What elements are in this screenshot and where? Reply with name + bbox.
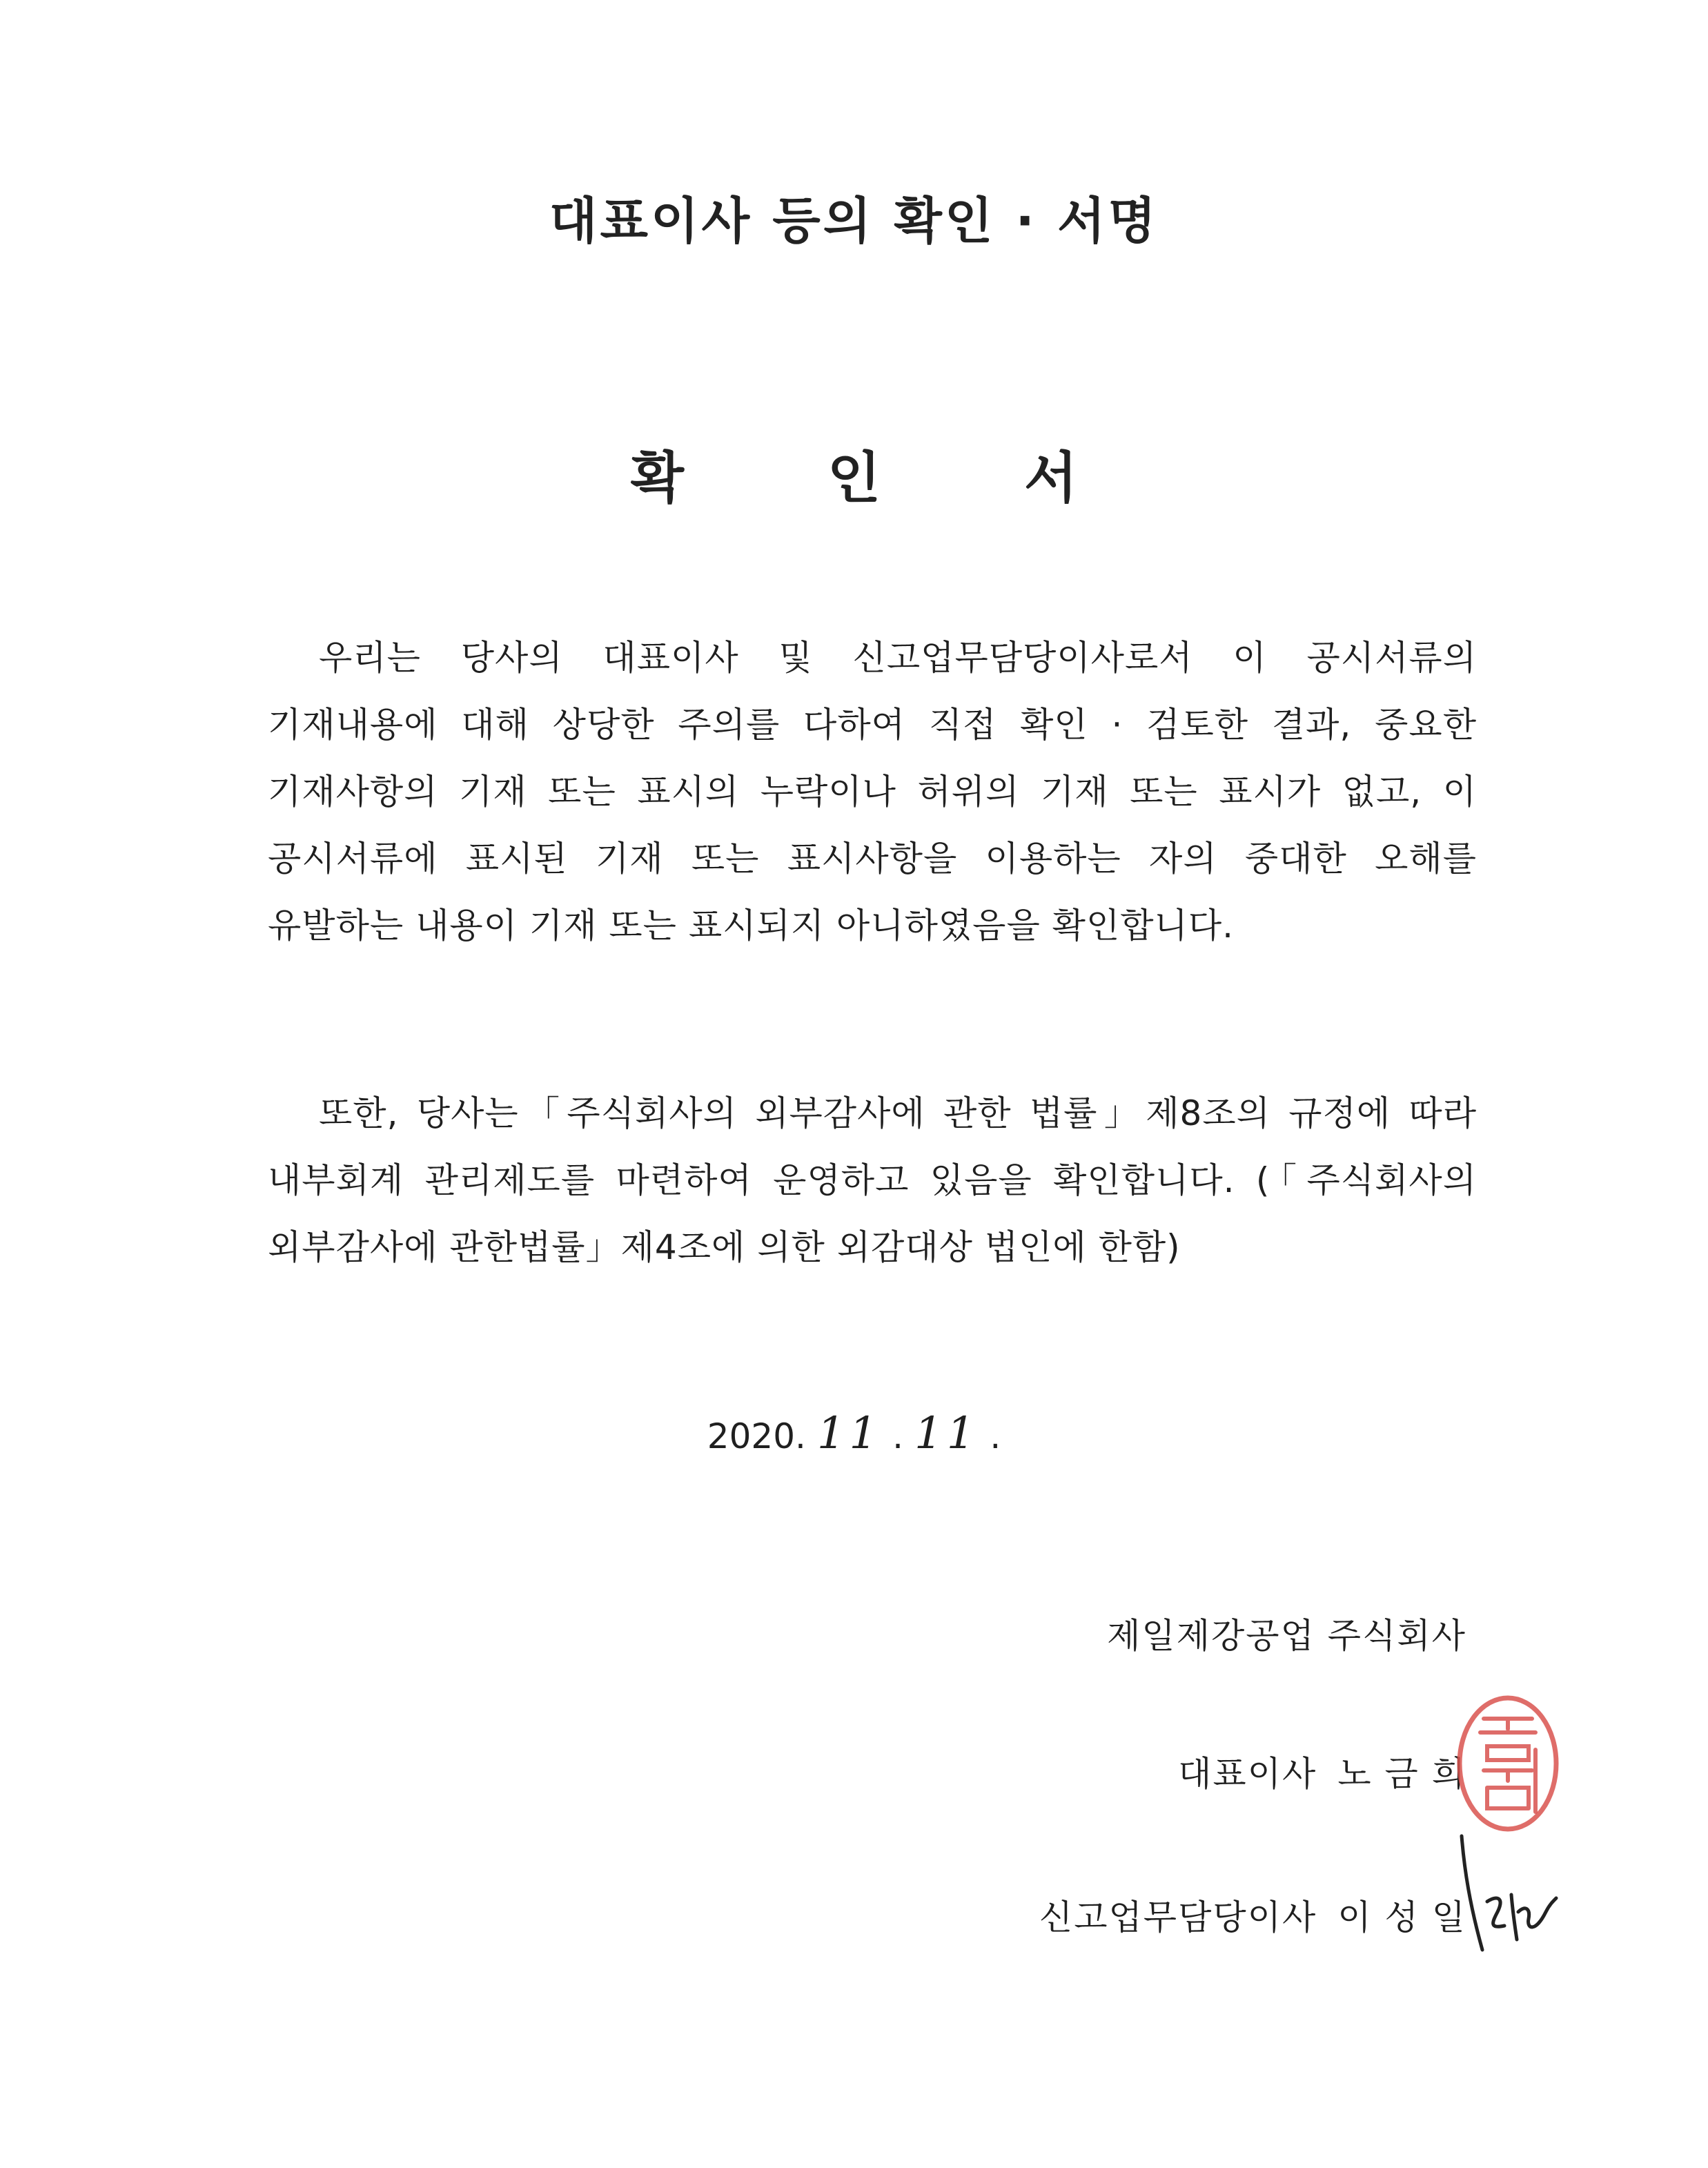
ceo-seal-stamp: [1449, 1688, 1567, 1839]
date-day-handwritten: 11: [914, 1408, 979, 1459]
internal-control-paragraph: 또한, 당사는「주식회사의 외부감사에 관한 법률」제8조의 규정에 따라 내부회계 관리제도를 마련하여 운영하고 있음을 확인합니다. (「주식회사의 외부감사에 관한법률」제4조에 의한 외감대상 법인에 한함): [268, 1093, 1477, 1267]
document-subtitle: 확 인 서: [630, 446, 1140, 510]
date-year: 2020.: [707, 1416, 806, 1456]
company-name: 제일제강공업 주식회사: [1107, 1616, 1466, 1656]
ceo-signature-line: [1178, 1746, 1466, 1796]
cfo-title: 신고업무담당이사: [1039, 1897, 1317, 1937]
date-separator: .: [990, 1416, 1001, 1456]
cfo-handwritten-signature: [1449, 1829, 1567, 1960]
document-date: [0, 1408, 1708, 1459]
document-heading: 대표이사 등의 확인 · 서명: [549, 192, 1159, 250]
date-month-handwritten: 11: [816, 1408, 882, 1459]
ceo-name: 노 금 희: [1337, 1754, 1466, 1794]
cfo-name: 이 성 일: [1337, 1897, 1466, 1937]
ceo-title: 대표이사: [1178, 1754, 1317, 1794]
date-separator: .: [892, 1416, 904, 1456]
cfo-signature-line: [1039, 1890, 1466, 1940]
confirmation-paragraph: 우리는 당사의 대표이사 및 신고업무담당이사로서 이 공시서류의 기재내용에 대해 상당한 주의를 다하여 직접 확인 · 검토한 결과, 중요한 기재사항의 기재 또는 표시의 누락이나 허위의 기재 또는 표시가 없고, 이 공시서류에 표시된 기재 또는 표시사항을 이용하는 자의 중대한 오해를 유발하는 내용이 기재 또는 표시되지 아니하였음을 확인합니다.: [268, 638, 1477, 946]
